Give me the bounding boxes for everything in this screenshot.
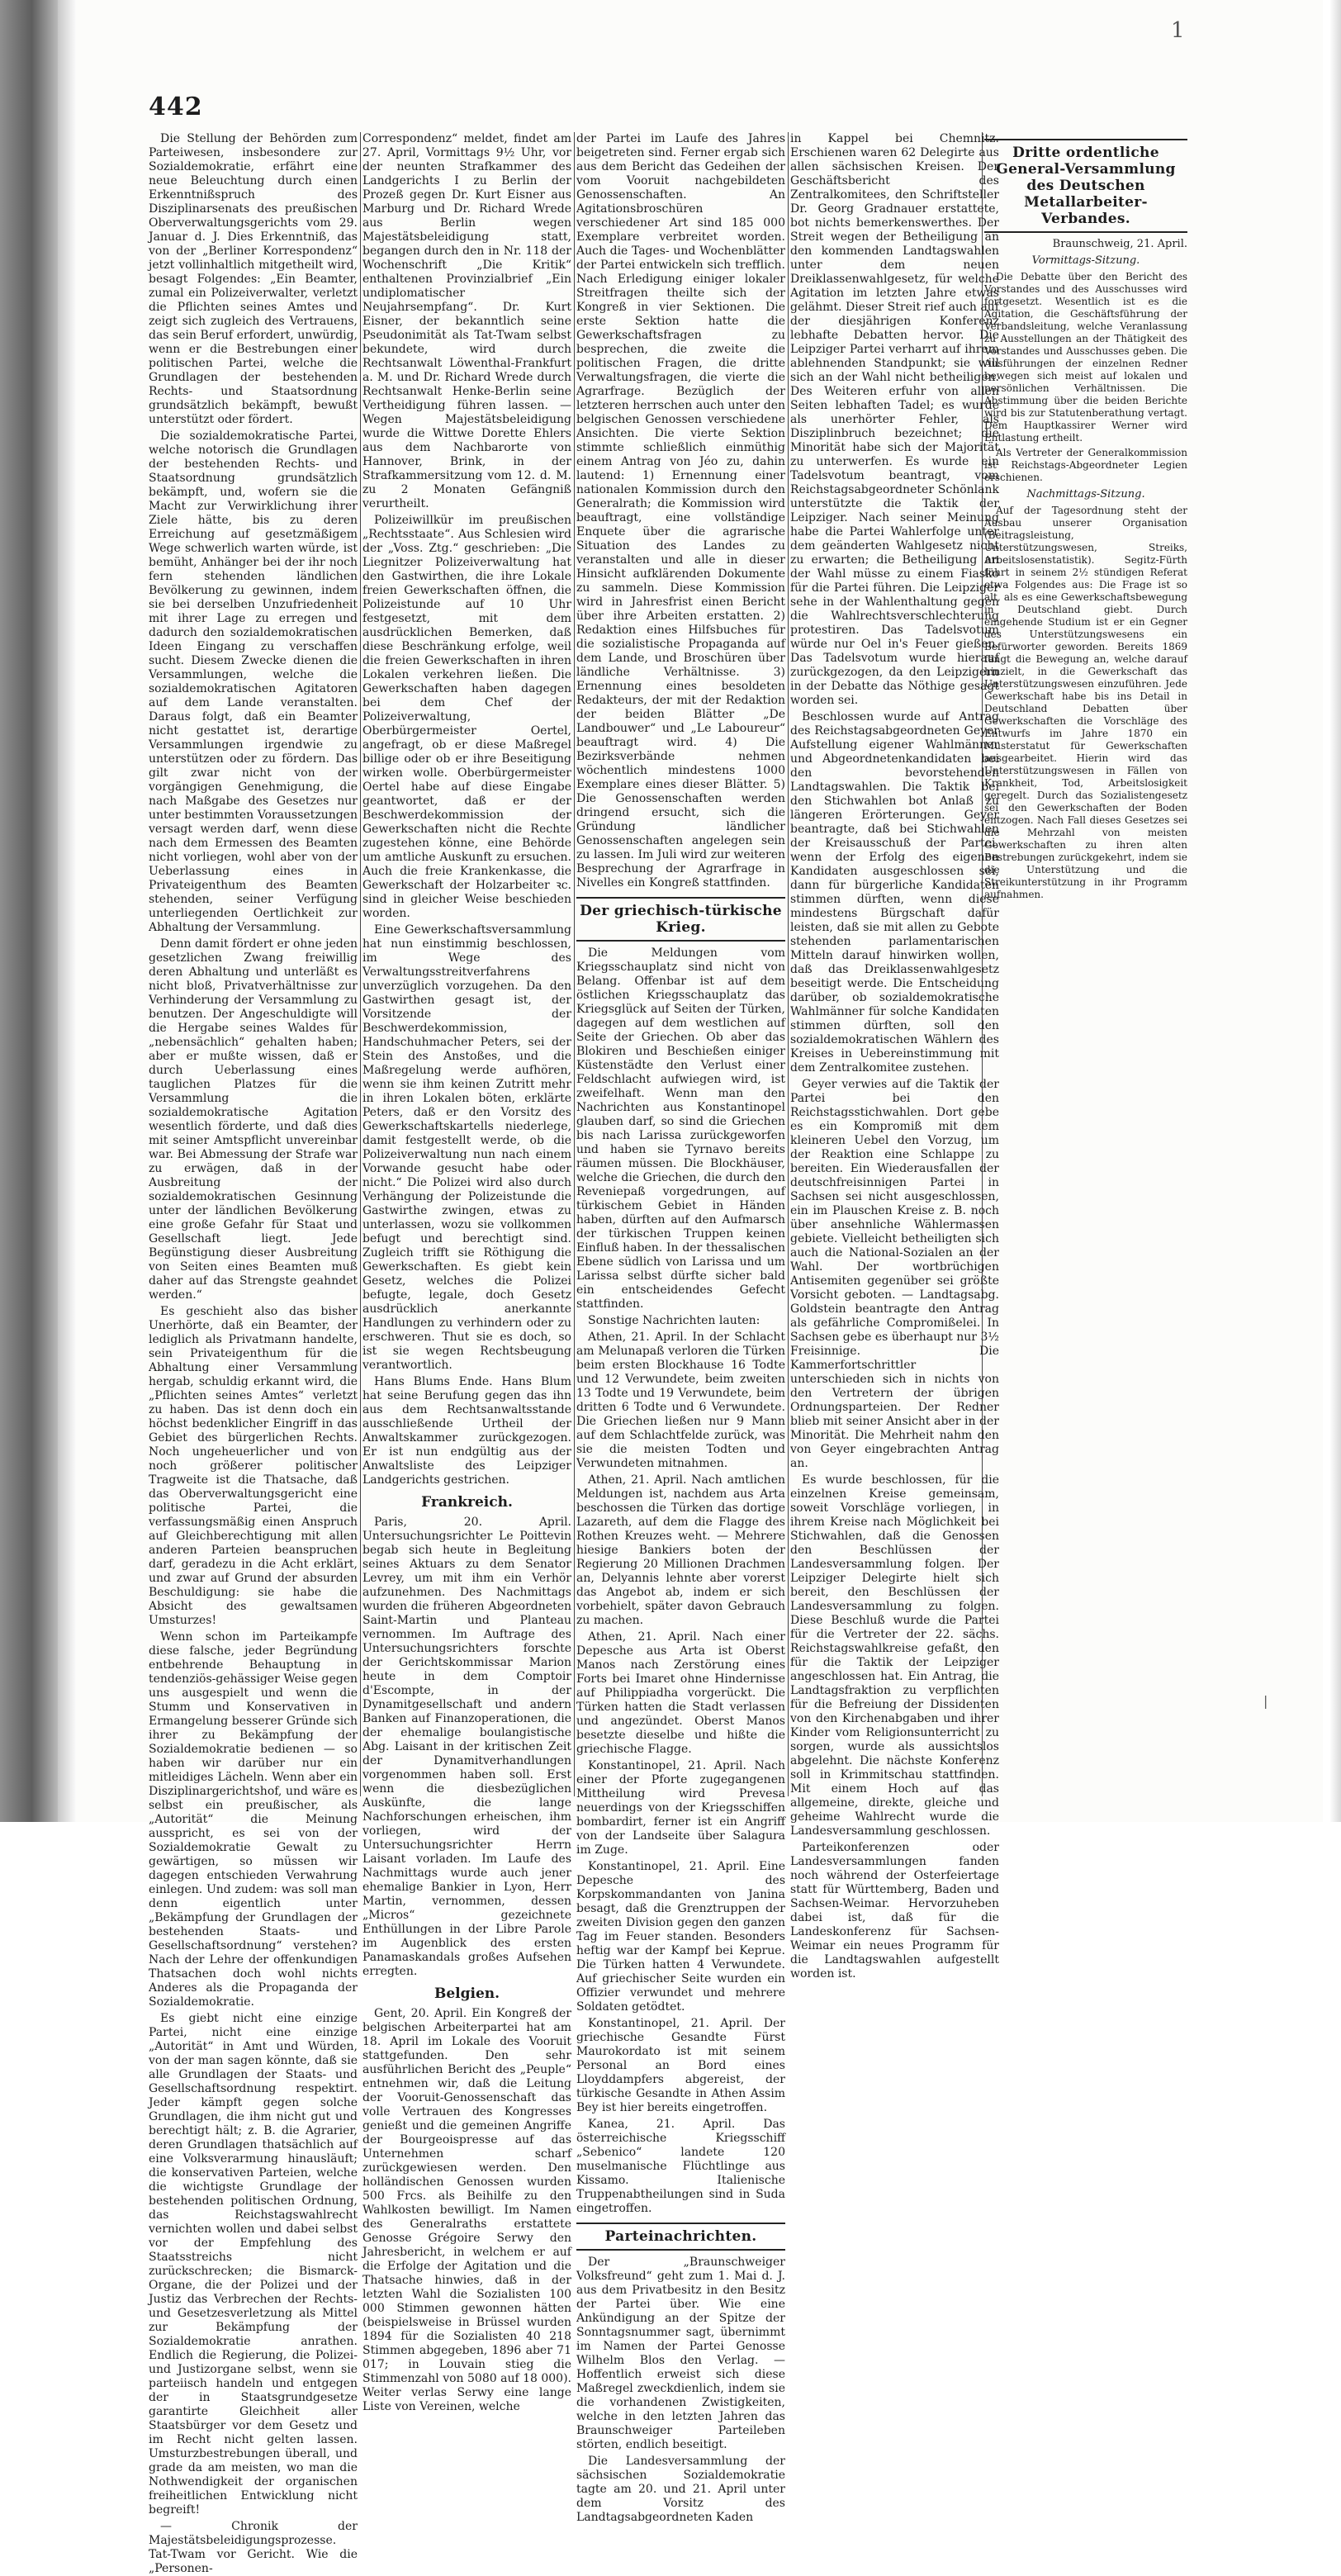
section-heading-parteinachrichten: Parteinachrichten. [576, 2223, 785, 2251]
article-paragraph: Gent, 20. April. Ein Kongreß der belgischen Arbeiterpartei hat am 18. April im Lokale des Vooruit stattgefunden. Den sehr ausführlichen Bericht des „Peuple“ entnehmen wir, daß die Leitung der Vooruit-Genossenschaft das volle Vertrauen des Kongresses genießt und die gemeinen Angriffe der Bourgeoispresse auf das Unternehmen scharf zurückgewiesen werden. Den holländischen Genossen wurden 500 Frcs. als Beihilfe zu den Wahlkosten bewilligt. Im Namen des Generalraths erstattete Genosse Grégoire Serwy den Jahresbericht, in welchem er auf die Erfolge der Agitation und die Thatsache hinwies, daß in der letzten Wahl die Sozialisten 100 000 Stimmen gewonnen hätten (beispielsweise in Brüssel wurden 1894 für die Sozialisten 40 218 Stimmen abgegeben, 1896 aber 71 017; in Louvain stieg die Stimmenzahl von 5080 auf 18 000). Weiter verlas Serwy eine lange Liste von Vereinen, welche [362, 2007, 571, 2413]
column-rule [574, 132, 575, 1796]
section-heading-krieg: Der griechisch-türkische Krieg. [576, 897, 785, 942]
column-1 [149, 132, 358, 2575]
page-number: 442 [149, 93, 203, 121]
session-heading: Nachmittags-Sitzung. [1026, 488, 1145, 500]
section-heading-frankreich: Frankreich. [421, 1494, 513, 1511]
article-paragraph: Athen, 21. April. In der Schlacht am Melunapaß verloren die Türken beim ersten Blockhause 16 Todte und 12 Verwundete, beim zweiten 13 Todte und 19 Verwundete, beim dritten 6 Todte und 6 Verwundete. Die Griechen ließen nur 9 Mann auf dem Schlachtfelde zurück, was sie die meisten Todten und Verwundeten mitnahmen. [576, 1331, 785, 1470]
article-paragraph: — Chronik der Majestätsbeleidigungsprozesse. Tat-Twam vor Gericht. Wie die „Personen- [149, 2520, 358, 2575]
article-paragraph: Correspondenz“ meldet, findet am 27. April, Vormittags 9½ Uhr, vor der neunten Strafkammer des Landgerichts I zu Berlin der Prozeß gegen Dr. Kurt Eisner aus Marburg und Dr. Richard Wrede aus Berlin wegen Majestätsbeleidigung statt, begangen durch den in Nr. 118 der Wochenschrift „Die Kritik“ enthaltenen Provinzialbrief „Ein undiplomatischer Neujahrsempfang“. Dr. Kurt Eisner, der bekanntlich seine Pseudonimität als Tat-Twam selbst bekundete, wird durch Rechtsanwalt Löwenthal-Frankfurt a. M. und Dr. Richard Wrede durch Rechtsanwalt Henke-Berlin seine Vertheidigung führen lassen. — Wegen Majestätsbeleidigung wurde die Wittwe Dorette Ehlers aus dem Nachbarorte von Hannover, Brink, in der Strafkammersitzung vom 12. d. M. zu 2 Monaten Gefängniß verurtheilt. [362, 132, 571, 510]
article-paragraph: Als Vertreter der Generalkommission ist Reichstags-Abgeordneter Legien erschienen. [984, 447, 1187, 483]
column-2 [362, 132, 571, 2413]
article-paragraph: Konstantinopel, 21. April. Der griechische Gesandte Fürst Maurokordato ist mit seinem Personal an Bord eines Lloyddampfers abgereist, der türkische Gesandte in Athen Assim Bey ist hier bereits eingetroffen. [576, 2017, 785, 2114]
article-paragraph: Wenn schon im Parteikampfe diese falsche, jeder Begründung entbehrende Behauptung in tendenziös-gehässiger Weise gegen uns ausgespielt und wenn die Stumm und Konservativen in Ermangelung besserer Gründe sich ihrer zu Bekämpfung der Sozialdemokratie bedienen — so haben wir darüber nur ein mitleidiges Lächeln. Wenn aber ein Disziplinargerichtshof, und wäre es selbst ein preußischer, als „Autorität“ die Meinung ausspricht, es sei von der Sozialdemokratie Gewalt zu gewärtigen, so müssen wir dagegen entschieden Verwahrung einlegen. Und zudem: was soll man denn eigentlich unter „Bekämpfung der Grundlagen der bestehenden Staats- und Gesellschaftsordnung“ verstehen? Nach der Lehre der offenkundigen Thatsachen doch wohl nichts Anderes als die Propaganda der Sozialdemokratie. [149, 1630, 358, 2009]
article-paragraph: Kanea, 21. April. Das österreichische Kriegsschiff „Sebenico“ landete 120 muselmanische Flüchtlinge aus Kissamo. Italienische Truppenabtheilungen sind in Suda eingetroffen. [576, 2118, 785, 2215]
article-paragraph: der Partei im Laufe des Jahres beigetreten sind. Ferner ergab sich aus dem Bericht das Gedeihen der vom Vooruit nachgebildeten Genossenschaften. An Agitationsbroschüren verschiedener Art sind 185 000 Exemplare verbreitet worden. Auch die Tages- und Wochenblätter der Partei entwickeln sich trefflich. Nach Erledigung einiger lokaler Streitfragen theilte sich der Kongreß in vier Sektionen. Die erste Sektion hatte die Gewerkschaftsfragen zu besprechen, die zweite die politischen Fragen, die dritte Verwaltungsfragen, die vierte die Agrarfrage. Bezüglich der letzteren herrschen auch unter den belgischen Genossen verschiedene Ansichten. Die vierte Sektion stimmte schließlich einmüthig einem Antrag von Jéo zu, dahin lautend: 1) Ernennung einer nationalen Kommission durch den Generalrath; die Kommission wird beauftragt, eine vollständige Enquete über die agrarische Situation des Landes zu veranstalten und alle in dieser Hinsicht aufklärenden Dokumente zu sammeln. Diese Kommission wird in Jahresfrist einen Bericht über ihre Arbeiten erstatten. 2) Redaktion eines Hilfsbuches für die sozialistische Propaganda auf dem Lande, und Broschüren über ländliche Verhältnisse. 3) Ernennung eines besoldeten Redakteurs, der mit der Redaktion der beiden Blätter „De Landbouwer“ und „Le Laboureur“ beauftragt wird. 4) Die Bezirksverbände nehmen wöchentlich mindestens 1000 Exemplare eines dieser Blätter. 5) Die Genossenschaften werden dringend ersucht, sich die Gründung ländlicher Genossenschaften angelegen sein zu lassen. Im Juli wird zur weiteren Besprechung der Agrarfrage in Nivelles ein Kongreß stattfinden. [576, 132, 785, 890]
article-paragraph: Geyer verwies auf die Taktik der Partei bei den Reichstagsstichwahlen. Dort gebe es ein Kompromiß mit dem kleineren Uebel den Vorzug, um der Reaktion eine Schlappe zu bereiten. Ein Wiederausfallen der deutschfreisinnigen Partei in Sachsen sei nicht ausgeschlossen, ein im Plauschen Kreise z. B. noch über ansehnliche Wählermassen gebiete. Vielleicht betheiligten sich auch die National-Sozialen an der Wahl. Der wortbrüchigen Antisemiten gegenüber sei größte Vorsicht geboten. — Landtagsabg. Goldstein beantragte den Antrag als gefährliche Compromißelei. In Sachsen gebe es überhaupt nur 3½ Freisinnige. Die Kammerfortschrittler unterschieden sich in nichts von den Vertretern der übrigen Ordnungsparteien. Der Redner blieb mit seiner Ansicht aber in der Minorität. Die Mehrheit nahm den von Geyer eingebrachten Antrag an. [790, 1078, 999, 1470]
dateline: Braunschweig, 21. April. [1052, 238, 1187, 250]
article-paragraph: Sonstige Nachrichten lauten: [588, 1314, 761, 1327]
article-paragraph: Athen, 21. April. Nach amtlichen Meldungen ist, nachdem aus Arta beschossen die Türken das dortige Lazareth, auf dem die Flagge des Rothen Kreuzes weht. — Mehrere hiesige Bankiers boten der Regierung 20 Millionen Drachmen an, Delyannis lehnte aber vorerst das Angebot ab, indem er sich vorbehielt, später davon Gebrauch zu machen. [576, 1473, 785, 1627]
article-paragraph: Paris, 20. April. Untersuchungsrichter Le Poittevin begab sich heute in Begleitung seines Aktuars zu dem Senator Levrey, um mit ihm ein Verhör aufzunehmen. Des Nachmittags wurden die früheren Abgeordneten Saint-Martin und Planteau vernommen. Im Auftrage des Untersuchungsrichters forschte der Gerichtskommissar Marion heute in dem Comptoir d'Escompte, in der Dynamitgesellschaft und andern Banken auf Finanzoperationen, die der ehemalige boulangistische Abg. Laisant in der kritischen Zeit der Dynamitverhandlungen vorgenommen haben soll. Erst wenn die diesbezüglichen Auskünfte, die lange Nachforschungen erheischen, ihm vorliegen, wird der Untersuchungsrichter Herrn Laisant vorladen. Im Laufe des Nachmittags wurde auch jener ehemalige Bankier in Lyon, Herr Martin, vernommen, dessen „Micros“ gezeichnete Enthüllungen in der Libre Parole im Augenblick des ersten Panamaskandals großes Aufsehen erregten. [362, 1516, 571, 1978]
bottom-mark: | [1263, 1693, 1268, 1709]
article-paragraph: Konstantinopel, 21. April. Nach einer der Pforte zugegangenen Mittheilung wird Prevesa neuerdings von der Kriegsschiffen bombardirt, ferner ist ein Angriff von der Landseite über Salagura im Zuge. [576, 1759, 785, 1857]
column-4 [790, 132, 999, 1981]
article-paragraph: Die sozialdemokratische Partei, welche notorisch die Grundlagen der bestehenden Rechts- und Staatsordnung grundsätzlich bekämpft, und, wofern sie die Macht zur Verwirklichung ihrer Ziele hätte, bis zu deren Erreichung auf gesetzmäßigem Wege schwerlich warten würde, ist bemüht, Anhänger bei der ihr noch fern stehenden ländlichen Bevölkerung zu gewinnen, indem sie bei derselben Unzufriedenheit mit ihrer Lage zu erregen und dadurch den sozialdemokratischen Ideen Eingang zu verschaffen sucht. Diesem Zwecke dienen die Versammlungen, welche die sozialdemokratischen Agitatoren auf dem Lande veranstalten. Daraus folgt, daß ein Beamter nicht gestattet ist, derartige Versammlungen irgendwie zu unterstützen oder zu fördern. Das gilt zwar nicht von der vorgängigen Genehmigung, die nach Maßgabe des Gesetzes nur unter bestimmten Voraussetzungen versagt werden darf, wenn diese nach dem Ermessen des Beamten nicht vorliegen, wohl aber von der Ueberlassung eines in Privateigenthum des Beamten stehenden, seiner Verfügung unterliegenden Oertlichkeit zur Abhaltung der Versammlung. [149, 429, 358, 934]
article-paragraph: Die Stellung der Behörden zum Parteiwesen, insbesondere zur Sozialdemokratie, erfährt eine neue Beleuchtung durch einen Erkenntnißspruch des Disziplinarsenats des preußischen Oberverwaltungsgerichts vom 29. Januar d. J. Dies Erkenntniß, das von der „Berliner Korrespondenz“ jetzt vollinhaltlich mitgetheilt wird, besagt Folgendes: „Ein Beamter, zumal ein Polizeiverwalter, verletzt die Pflichten seines Amtes und zeigt sich zugleich des Vertrauens, das sein Beruf erfordert, unwürdig, wenn er die Bestrebungen einer politischen Partei, welche die Grundlagen der bestehenden Rechts- und Staatsordnung grundsätzlich bekämpft, bewußt unterstützt oder fördert. [149, 132, 358, 426]
article-paragraph: Es wurde beschlossen, für die einzelnen Kreise gemeinsam, soweit Vorschläge vorliegen, in ihrem Kreise nach Möglichkeit bei Stichwahlen, daß die Genossen den Beschlüssen der Landesversammlung folgen. Der Leipziger Delegirte hielt sich bereit, den Beschlüssen der Landesversammlung zu folgen. Diese Beschluß wurde die Partei für die Vertreter der 22. sächs. Reichstagswahlkreise gefaßt, den für die Taktik der Leipziger angeschlossen hat. Ein Antrag, die Landtagsfraktion zu verpflichten für die Befreiung der Dissidenten von den Kirchenabgaben und ihrer Kinder vom Religionsunterricht zu sorgen, wurde als aussichtslos abgelehnt. Die nächste Konferenz soll in Krimmitschau stattfinden. Mit einem Hoch auf das allgemeine, direkte, gleiche und geheime Wahlrecht wurde die Landesversammlung geschlossen. [790, 1473, 999, 1838]
column-5 [984, 132, 1187, 1796]
article-paragraph: Athen, 21. April. Nach einer Depesche aus Arta ist Oberst Manos nach Zerstörung eines Forts bei Imaret ohne Hindernisse auf Philippiadha vorgerückt. Die Türken hatten die Stadt verlassen und angezündet. Oberst Manos besetzte dieselbe und hißte die griechische Flagge. [576, 1630, 785, 1756]
article-paragraph: Parteikonferenzen oder Landesversammlungen fanden noch während der Osterfeiertage statt für Württemberg, Baden und Sachsen-Weimar. Hervorzuheben dabei ist, daß für die Landeskonferenz für Sachsen-Weimar ein neues Programm für die Landtagswahlen aufgestellt worden ist. [790, 1841, 999, 1981]
article-paragraph: Beschlossen wurde auf Antrag des Reichstagsabgeordneten Geyer Aufstellung eigener Wahlmänner und Abgeordnetenkandidaten bei den bevorstehenden Landtagswahlen. Die Taktik bei den Stichwahlen bot Anlaß zu längeren Erörterungen. Geyer beantragte, daß bei Stichwahlen der Kreisausschuß der Partei, wenn der Erfolg des eigenen Kandidaten ausgeschlossen sei, dann für bürgerliche Kandidaten stimmen dürften, wenn diese mindestens Bürgschaft dafür leisten, daß sie mit allen zu Gebote stehenden parlamentarischen Mitteln darauf hinwirken wollen, daß das Dreiklassenwahlgesetz beseitigt werde. Die Entscheidung darüber, ob sozialdemokratische Wahlmänner für solche Kandidaten stimmen dürften, soll den sozialdemokratischen Wählern des Kreises in Uebereinstimmung mit dem Zentralkomitee zustehen. [790, 710, 999, 1075]
article-paragraph: Eine Gewerkschaftsversammlung hat nun einstimmig beschlossen, im Wege des Verwaltungsstreitverfahrens unverzüglich vorzugehen. Da den Gastwirthen gesagt ist, der Vorsitzende der Beschwerdekommission, Handschuhmacher Peters, sei der Stein des Anstoßes, und die Maßregelung werde aufhören, wenn sie ihm keinen Zutritt mehr in ihren Lokalen böten, erklärte Peters, daß er den Vorsitz des Gewerkschaftskartells niederlege, damit festgestellt werde, ob die Polizeiverwaltung nun nach einem Vorwande gesucht habe oder nicht.“ Die Polizei wird also durch Verhängung der Polizeistunde die Gastwirthe zwingen, etwas zu unterlassen, wozu sie vollkommen befugt und berechtigt sind. Zugleich trifft sie Röthigung die Gewerkschaften. Es giebt kein Gesetz, welches die Polizei befugte, legale, doch Gesetz ausdrücklich anerkannte Handlungen zu verhindern oder zu erschweren. Thut sie es doch, so ist sie wegen Rechtsbeugung verantwortlich. [362, 923, 571, 1372]
corner-mark: 1 [1171, 18, 1185, 43]
article-paragraph: Konstantinopel, 21. April. Eine Depesche des Korpskommandanten von Janina besagt, daß die Grenztruppen der zweiten Division gegen den ganzen Tag im Feuer standen. Besonders heftig war der Kampf bei Keprue. Die Türken hatten 4 Verwundete. Auf griechischer Seite wurden ein Offizier verwundet und mehrere Soldaten getödtet. [576, 1860, 785, 2014]
article-paragraph: Hans Blums Ende. Hans Blum hat seine Berufung gegen das ihn aus dem Rechtsanwaltsstande ausschließende Urtheil der Anwaltskammer zurückgezogen. Er ist nun endgültig aus der Anwaltsliste des Leipziger Landgerichts gestrichen. [362, 1375, 571, 1487]
binding-shadow [58, 0, 78, 1822]
column-3 [576, 132, 785, 2524]
article-paragraph: Der „Braunschweiger Volksfreund“ geht zum 1. Mai d. J. aus dem Privatbesitz in den Besitz der Partei über. Wie eine Ankündigung an der Spitze der Sonntagsnummer sagt, übernimmt im Namen der Partei Genosse Wilhelm Blos den Verlag. — Hoffentlich erweist sich diese Maßregel zweckdienlich, indem sie die vorhandenen Zwistigkeiten, welche in den letzten Jahren das Braunschweiger Parteileben störten, endlich beseitigt. [576, 2256, 785, 2451]
book-binding [0, 0, 58, 1822]
article-paragraph: Polizeiwillkür im preußischen „Rechtsstaate“. Aus Schlesien wird der „Voss. Ztg.“ geschrieben: „Die Liegnitzer Polizeiverwaltung hat den Gastwirthen, die ihre Lokale freien Gewerkschaften öffnen, die Polizeistunde auf 10 Uhr festgesetzt, mit dem ausdrücklichen Bemerken, daß diese Beschränkung erfolge, weil die freien Gewerkschaften in ihren Lokalen verkehren ließen. Die Gewerkschaften haben dagegen bei dem Chef der Polizeiverwaltung, Oberbürgermeister Oertel, angefragt, ob er diese Maßregel billige oder ob er ihre Beseitigung wirken wolle. Oberbürgermeister Oertel habe auf diese Eingabe geantwortet, daß er der Beschwerdekommission der Gewerkschaften nicht die Rechte zugestehen könne, eine Behörde um amtliche Auskunft zu ersuchen. Auch die freie Krankenkasse, die Gewerkschaft der Holzarbeiter ꝛc. sind in gleicher Weise beschieden worden. [362, 514, 571, 920]
article-paragraph: in Kappel bei Chemnitz. Erschienen waren 62 Delegirte aus allen sächsischen Kreisen. Der Geschäftsbericht des Zentralkomitees, den Schriftsteller Dr. Georg Gradnauer erstattete, bot nichts bemerkenswerthes. Der Streit wegen der Betheiligung an den kommenden Landtagswahlen unter dem neuen Dreiklassenwahlgesetz, für welche Agitation im letzten Jahre etwas gelähmt. Dieser Streit rief auch auf der diesjährigen Konferenz lebhafte Debatten hervor. Die Leipziger Partei verharrt auf ihrem ablehnenden Standpunkt; sie will sich an der Wahl nicht betheiligen. Des Weiteren erfuhr von allen Seiten lebhaften Tadel; es wurde als unerhörter Fehler, als Disziplinbruch bezeichnet; die Minorität habe sich der Majorität zu unterwerfen. Es wurde ein Tadelsvotum beantragt, vom Reichstagsabgeordneter Schönlank unterstützte die Taktik der Leipziger. Nach seiner Meinung habe die Partei Wahlerfolge unter dem geänderten Wahlgesetz nicht zu erwarten; die Betheiligung an der Wahl müsse zu einem Fiasko für die Partei führen. Die Leipziger sehe in der Wahlenthaltung gegen die Wahlrechtsverschlechterung protestiren. Das Tadelsvotum würde nur Oel in's Feuer gießen. Das Tadelsvotum wurde hierauf zurückgezogen, da den Leipzigern in der Debatte das Nöthige gesagt worden sei. [790, 132, 999, 707]
article-paragraph: Die Landesversammlung der sächsischen Sozialdemokratie tagte am 20. und 21. April unter dem Vorsitz des Landtagsabgeordneten Kaden [576, 2455, 785, 2524]
column-rule [788, 132, 789, 1796]
column-rule [360, 132, 361, 1796]
article-paragraph: Auf der Tagesordnung steht der Ausbau unserer Organisation (Beitragsleistung, Unterstützungswesen, Streiks, Arbeitslosenstatistik). Segitz-Fürth führt in seinem 2½ stündigen Referat etwa Folgendes aus: Die Frage ist so alt, als es eine Gewerkschaftsbewegung in Deutschland giebt. Durch eingehende Studium ist er ein Gegner des Unterstützungswesens ein Befürworter geworden. Bereits 1869 fängt die Bewegung an, welche darauf hinzielt, in die Gewerkschaft das Unterstützungswesen einzuführen. Jede Gewerkschaft habe bis ins Detail in Deutschland Debatten über Gewerkschaften die Vorschläge des Entwurfs im Jahre 1870 ein Musterstatut für Gewerkschaften ausgearbeitet. Hierin wird das Unterstützungswesen in Fällen von Krankheit, Tod, Arbeitslosigkeit geregelt. Durch das Sozialistengesetz sei den Gewerkschaften der Boden entzogen. Nach Fall dieses Gesetzes sei die Mehrzahl von meisten Gewerkschaften zu ihren alten Bestrebungen zurückgekehrt, indem sie die Unterstützung und die Streikunterstützung in ihr Programm aufnahmen. [984, 505, 1187, 900]
article-paragraph: Denn damit fördert er ohne jeden gesetzlichen Zwang freiwillig deren Abhaltung und unterläßt es nicht bloß, Privatverhältnisse zur Verhinderung der Versammlung zu benutzen. Der Angeschuldigte will die Hergabe seines Waldes für „nebensächlich“ gehalten haben; aber er mußte wissen, daß er durch Ueberlassung eines tauglichen Platzes für die Versammlung die sozialdemokratische Agitation wesentlich förderte, und daß dies mit seiner Amtspflicht unvereinbar war. Bei Abmessung der Strafe war zu erwägen, daß in der Ausbreitung der sozialdemokratischen Gesinnung unter der ländlichen Bevölkerung eine große Gefahr für Staat und Gesellschaft liegt. Jede Begünstigung dieser Ausbreitung von Seiten eines Beamten muß daher auf das Strengste geahndet werden.“ [149, 937, 358, 1302]
article-paragraph: Es giebt nicht eine einzige Partei, nicht eine einzige „Autorität“ in Amt und Würden, von der man sagen könnte, daß sie alle Grundlagen der Staats- und Gesellschaftsordnung respektirt. Jeder kämpft gegen solche Grundlagen, die ihm nicht gut und berechtigt hält; z. B. die Agrarier, deren Grundlagen thatsächlich auf eine Volksverarmung hinausläuft; die konservativen Parteien, welche die wichtigste Grundlage der bestehenden politischen Ordnung, das Reichstagswahlrecht vernichten wollen und dabei selbst vor der Empfehlung des Staatsstreichs nicht zurückschrecken; die Bismarck-Organe, die der Polizei und der Justiz das Verbrechen der Rechts- und Gesetzesverletzung als Mittel zur Bekämpfung der Sozialdemokratie anrathen. Endlich die Regierung, die Polizei- und Justizorgane selbst, wenn sie parteiisch handeln und entgegen der in Staatsgrundgesetze garantirte Gleichheit aller Staatsbürger vor dem Gesetz und im Recht nicht gelten lassen. Umsturzbestrebungen überall, und grade da am meisten, wo man die Nothwendigkeit der organischen freiheitlichen Entwicklung nicht begreift! [149, 2012, 358, 2517]
article-paragraph: Die Meldungen vom Kriegsschauplatz sind nicht von Belang. Offenbar ist auf dem östlichen Kriegsschauplatz das Kriegsglück auf Seiten der Türken, dagegen auf dem westlichen auf Seite der Griechen. Ob aber das Blokiren und Beschießen einiger Küstenstädte den Verlust einer Feldschlacht aufwiegen wird, ist zweifelhaft. Wenn man den Nachrichten aus Konstantinopel glauben darf, so sind die Griechen bis nach Larissa zurückgeworfen und haben sie Tyrnavo bereits räumen müssen. Die Blockhäuser, welche die Griechen, die durch den Reveniepaß vorgedrungen, auf türkischem Gebiet in Händen haben, dürften auf den Aufmarsch der türkischen Truppen keinen Einfluß haben. In der thessalischen Ebene südlich von Larissa und um Larissa selbst dürfte sicher bald ein entscheidendes Gefecht stattfinden. [576, 946, 785, 1311]
section-heading-general-versammlung: Dritte ordentliche General-Versammlung des Deutschen Metallarbeiter-Verbandes. [984, 139, 1187, 233]
article-paragraph: Es geschieht also das bisher Unerhörte, daß ein Beamter, der lediglich als Privatmann handelte, sein Privateigenthum für die Abhaltung einer Versammlung hergab, schuldig erkannt wird, die „Pflichten seines Amtes“ verletzt zu haben. Das ist denn doch ein höchst bedenklicher Eingriff in das Gebiet des bürgerlichen Rechts. Noch ungeheuerlicher und von noch größerer politischer Tragweite ist die Thatsache, daß das Oberverwaltungsgericht eine politische Partei, die verfassungsmäßig einen Anspruch auf Gleichberechtigung mit allen anderen Parteien beanspruchen darf, geradezu in die Acht erklärt, und zwar auf Grund der absurden Beschuldigung: sie habe die Absicht des gewaltsamen Umsturzes! [149, 1305, 358, 1627]
article-paragraph: Die Debatte über den Bericht des Vorstandes und des Ausschusses wird fortgesetzt. Wesentlich ist es die Agitation, die Geschäftsführung der Verbandsleitung, welche Veranlassung zu Ausstellungen an der Thätigkeit des Vorstandes und Ausschusses geben. Die Ausführungen der einzelnen Redner bewegen sich meist auf lokalen und persönlichen Verhältnissen. Die Abstimmung über die beiden Berichte wird bis zur Statutenberathung vertagt. Dem Hauptkassirer Werner wird Entlastung ertheilt. [984, 271, 1187, 444]
page-edge [1329, 0, 1341, 1822]
section-heading-belgien: Belgien. [434, 1985, 500, 2002]
session-heading: Vormittags-Sitzung. [1031, 254, 1140, 267]
